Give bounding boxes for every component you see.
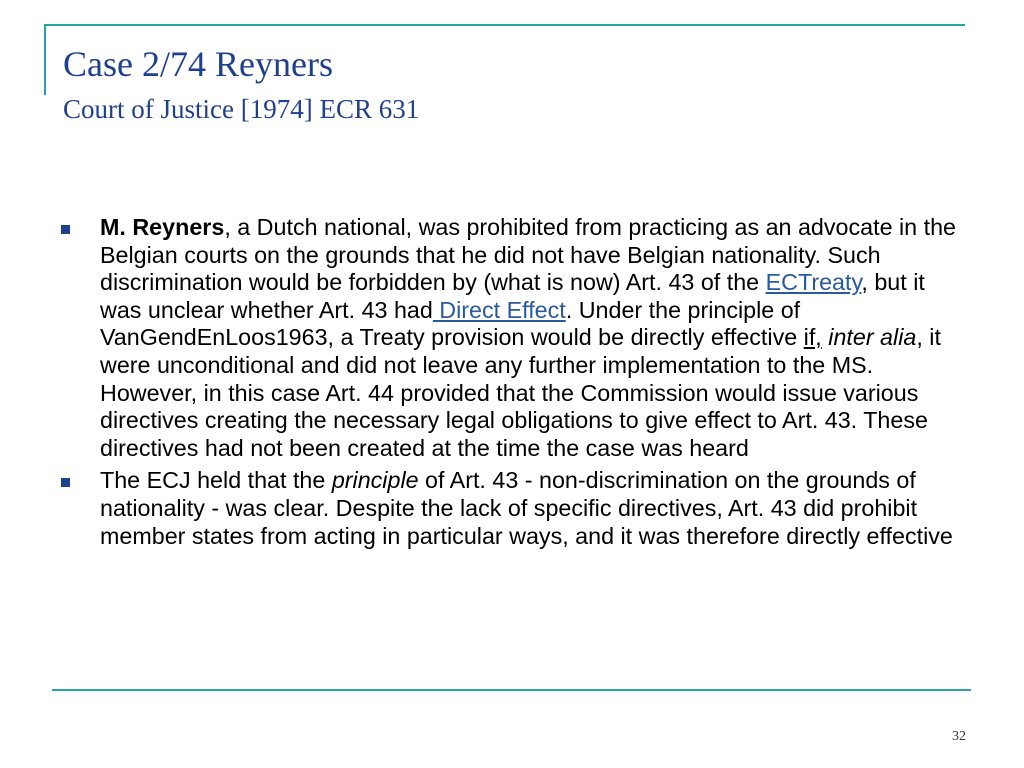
page-number: 32 xyxy=(952,729,966,744)
top-rule xyxy=(44,24,965,26)
slide-title: Case 2/74 Reyners xyxy=(63,44,333,84)
direct-effect-link[interactable]: Direct Effect xyxy=(432,296,566,323)
bottom-rule xyxy=(52,689,971,691)
square-bullet-icon xyxy=(61,478,70,487)
underlined-word: if, xyxy=(803,324,822,351)
bold-name: M. Reyners xyxy=(100,214,225,240)
left-rule xyxy=(44,24,46,95)
bullet-item xyxy=(60,214,968,462)
bullet-text: The ECJ held that the xyxy=(100,467,332,494)
bullet-list xyxy=(60,214,968,555)
bullet-item xyxy=(60,467,968,550)
italic-word: principle xyxy=(331,467,419,494)
slide-subtitle: Court of Justice [1974] ECR 631 xyxy=(63,94,420,124)
italic-phrase: inter alia xyxy=(828,324,917,351)
bullet-text: , it were unconditional and did not leave any further implementation to the MS. However, in this case Art. 44 provided that the Commission would issue various directives creating the necessary legal obligations to give effect to Art. 43. These directives had not been created at the time the case was heard xyxy=(100,324,941,461)
ectreaty-link[interactable]: ECTreaty xyxy=(765,269,862,296)
bullet-text: . Under the principle of VanGendEnLoos1963, a Treaty provision would be directly effective xyxy=(100,296,804,351)
square-bullet-icon xyxy=(61,225,70,234)
bullet-text: , but it was unclear whether Art. 43 had xyxy=(100,269,925,323)
bullet-text: , a Dutch national, was prohibited from practicing as an advocate in the Belgian courts on the grounds that he did not have Belgian nationality. Such discrimination would be forbidden by (what is now) Art. 43 of the xyxy=(100,214,956,296)
bullet-text: of Art. 43 - non-discrimination on the grounds of nationality - was clear. Despite the lack of specific directives, Art. 43 did prohibit member states from acting in particular ways, and it was therefore directly effective xyxy=(100,467,953,549)
